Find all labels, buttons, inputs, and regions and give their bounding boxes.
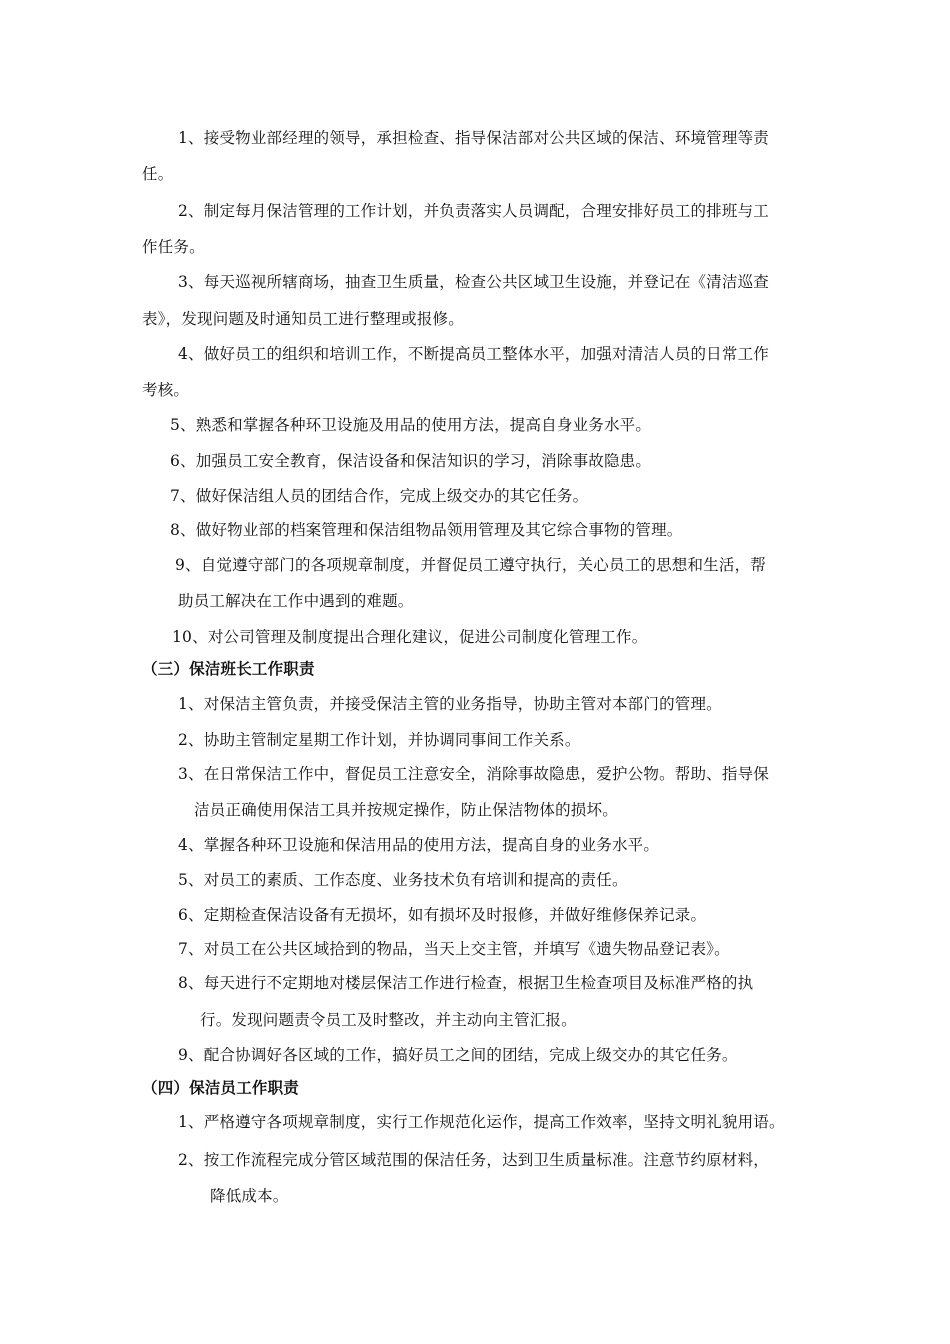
section-heading: （四）保洁员工作职责 bbox=[142, 1078, 300, 1097]
list-item: 10、对公司管理及制度提出合理化建议，促进公司制度化管理工作。 bbox=[172, 628, 648, 646]
list-item: 6、加强员工安全教育，保洁设备和保洁知识的学习，消除事故隐患。 bbox=[170, 452, 652, 470]
list-item: 2、按工作流程完成分管区域范围的保洁任务，达到卫生质量标准。注意节约原材料， bbox=[178, 1151, 769, 1169]
list-item: 8、做好物业部的档案管理和保洁组物品领用管理及其它综合事物的管理。 bbox=[170, 521, 683, 539]
list-item: 5、对员工的素质、工作态度、业务技术负有培训和提高的责任。 bbox=[178, 871, 628, 889]
list-item: 4、做好员工的组织和培训工作，不断提高员工整体水平，加强对清洁人员的日常工作 bbox=[178, 345, 769, 363]
list-item-continuation: 作任务。 bbox=[142, 238, 205, 256]
list-item-continuation: 洁员正确使用保洁工具并按规定操作，防止保洁物体的损坏。 bbox=[194, 801, 618, 819]
list-item: 2、制定每月保洁管理的工作计划，并负责落实人员调配，合理安排好员工的排班与工 bbox=[178, 202, 769, 220]
list-item-continuation: 行。发现问题责令员工及时整改，并主动向主管汇报。 bbox=[200, 1011, 577, 1029]
list-item: 9、自觉遵守部门的各项规章制度，并督促员工遵守执行，关心员工的思想和生活，帮 bbox=[175, 556, 766, 574]
list-item-continuation: 任。 bbox=[142, 165, 174, 183]
list-item: 4、掌握各种环卫设施和保洁用品的使用方法，提高自身的业务水平。 bbox=[178, 836, 660, 854]
list-item: 9、配合协调好各区域的工作，搞好员工之间的团结，完成上级交办的其它任务。 bbox=[178, 1046, 738, 1064]
list-item: 5、熟悉和掌握各种环卫设施及用品的使用方法，提高自身业务水平。 bbox=[170, 416, 652, 434]
list-item: 8、每天进行不定期地对楼层保洁工作进行检查，根据卫生检查项目及标准严格的执 bbox=[178, 974, 754, 992]
list-item: 1、严格遵守各项规章制度，实行工作规范化运作，提高工作效率，坚持文明礼貌用语。 bbox=[178, 1113, 785, 1131]
list-item-continuation: 表》，发现问题及时通知员工进行整理或报修。 bbox=[142, 310, 464, 328]
list-item: 3、每天巡视所辖商场，抽查卫生质量，检查公共区域卫生设施，并登记在《清洁巡查 bbox=[178, 273, 769, 291]
list-item-continuation: 降低成本。 bbox=[210, 1187, 289, 1205]
list-item: 7、对员工在公共区域拾到的物品，当天上交主管，并填写《遗失物品登记表》。 bbox=[178, 940, 730, 958]
list-item-continuation: 助员工解决在工作中遇到的难题。 bbox=[178, 592, 414, 610]
list-item: 2、协助主管制定星期工作计划，并协调同事间工作关系。 bbox=[178, 731, 581, 749]
list-item: 1、接受物业部经理的领导，承担检查、指导保洁部对公共区域的保洁、环境管理等责 bbox=[178, 129, 769, 147]
list-item: 6、定期检查保洁设备有无损坏，如有损坏及时报修，并做好维修保养记录。 bbox=[178, 906, 707, 924]
list-item-continuation: 考核。 bbox=[142, 381, 190, 399]
section-heading: （三）保洁班长工作职责 bbox=[142, 659, 315, 678]
list-item: 3、在日常保洁工作中，督促员工注意安全，消除事故隐患，爱护公物。帮助、指导保 bbox=[178, 765, 769, 783]
list-item: 7、做好保洁组人员的团结合作，完成上级交办的其它任务。 bbox=[170, 487, 589, 505]
list-item: 1、对保洁主管负责，并接受保洁主管的业务指导，协助主管对本部门的管理。 bbox=[178, 695, 722, 713]
